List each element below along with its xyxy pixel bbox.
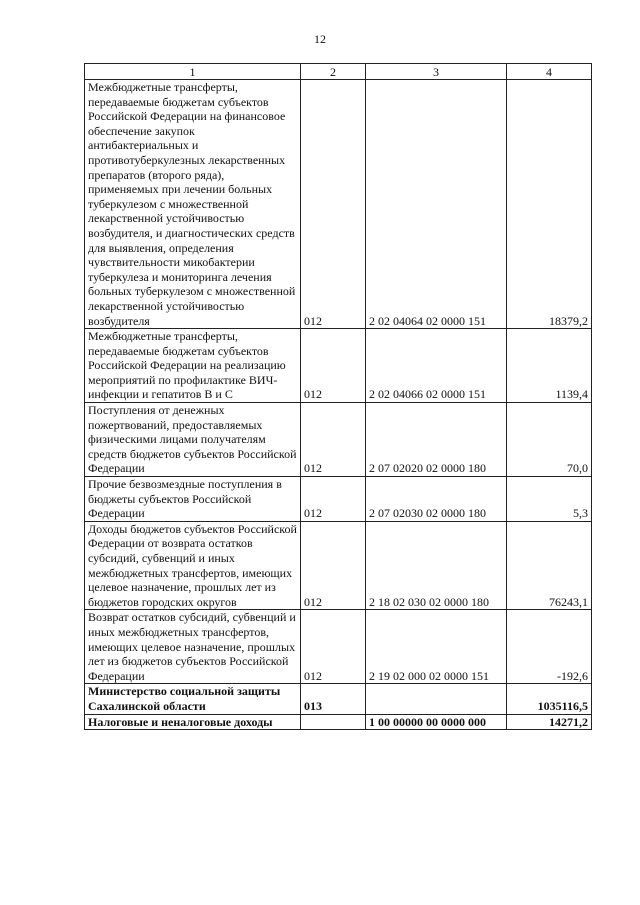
row-name: Министерство социальной защиты Сахалинской области xyxy=(85,684,301,714)
row-admin-code: 012 xyxy=(301,521,366,610)
column-header-1: 1 xyxy=(85,64,301,80)
row-name: Поступления от денежных пожертвований, предоставляемых физическими лицами получателям средств бюджетов субъектов Российской Федерации xyxy=(85,403,301,477)
row-amount: 1035116,5 xyxy=(507,684,592,714)
row-amount: 14271,2 xyxy=(507,714,592,730)
row-name: Межбюджетные трансферты, передаваемые бюджетам субъектов Российской Федерации на финансовое обеспечение закупок антибактериальных и противотуберкулезных лекарственных препаратов (второго ряда), применяемых при лечении больных туберкулезом с множественной лекарственной устойчивостью возбудителя, и диагностических средств для выявления, определения чувствительности микобактерии туберкулеза и мониторинга лечения больных туберкулезом с множественной лекарственной устойчивостью возбудителя xyxy=(85,80,301,329)
row-admin-code: 012 xyxy=(301,403,366,477)
row-name: Возврат остатков субсидий, субвенций и иных межбюджетных трансфертов, имеющих целевое назначение, прошлых лет из бюджетов субъектов Российской Федерации xyxy=(85,610,301,684)
row-admin-code xyxy=(301,714,366,730)
column-header-4: 4 xyxy=(507,64,592,80)
table-row xyxy=(85,329,592,403)
row-name: Межбюджетные трансферты, передаваемые бюджетам субъектов Российской Федерации на реализацию мероприятий по профилактике ВИЧ-инфекции и гепатитов В и С xyxy=(85,329,301,403)
row-budget-code: 2 18 02 030 02 0000 180 xyxy=(366,521,507,610)
row-amount: 5,3 xyxy=(507,477,592,522)
row-budget-code: 2 19 02 000 02 0000 151 xyxy=(366,610,507,684)
column-header-2: 2 xyxy=(301,64,366,80)
row-admin-code: 012 xyxy=(301,610,366,684)
table-row xyxy=(85,610,592,684)
row-amount: 1139,4 xyxy=(507,329,592,403)
revenue-table xyxy=(84,63,592,730)
row-amount: 18379,2 xyxy=(507,80,592,329)
table-row xyxy=(85,403,592,477)
ministry-row xyxy=(85,684,592,714)
table-header-row xyxy=(85,64,592,80)
row-name: Прочие безвозмездные поступления в бюджеты субъектов Российской Федерации xyxy=(85,477,301,522)
section-row xyxy=(85,714,592,730)
row-budget-code xyxy=(366,684,507,714)
table-row xyxy=(85,477,592,522)
table-row xyxy=(85,521,592,610)
row-amount: -192,6 xyxy=(507,610,592,684)
row-admin-code: 012 xyxy=(301,80,366,329)
row-amount: 70,0 xyxy=(507,403,592,477)
row-budget-code: 1 00 00000 00 0000 000 xyxy=(366,714,507,730)
row-budget-code: 2 07 02020 02 0000 180 xyxy=(366,403,507,477)
page-number: 12 xyxy=(314,32,326,46)
row-admin-code: 012 xyxy=(301,329,366,403)
row-name: Налоговые и неналоговые доходы xyxy=(85,714,301,730)
row-amount: 76243,1 xyxy=(507,521,592,610)
table-row xyxy=(85,80,592,329)
row-admin-code: 013 xyxy=(301,684,366,714)
row-budget-code: 2 07 02030 02 0000 180 xyxy=(366,477,507,522)
row-admin-code: 012 xyxy=(301,477,366,522)
column-header-3: 3 xyxy=(366,64,507,80)
row-budget-code: 2 02 04064 02 0000 151 xyxy=(366,80,507,329)
row-budget-code: 2 02 04066 02 0000 151 xyxy=(366,329,507,403)
row-name: Доходы бюджетов субъектов Российской Федерации от возврата остатков субсидий, субвенций и иных межбюджетных трансфертов, имеющих целевое назначение, прошлых лет из бюджетов городских округов xyxy=(85,521,301,610)
